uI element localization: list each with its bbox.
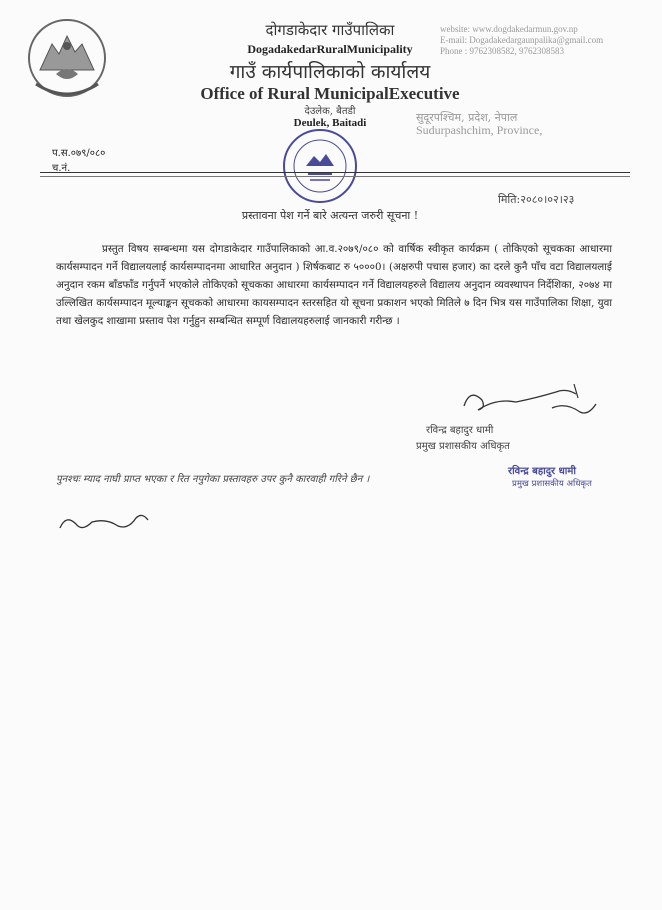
- contact-website: website: www.dogdakedarmun.gov.np: [440, 24, 578, 34]
- name-stamp: रविन्द्र बहादुर धामी: [508, 466, 576, 477]
- province-np: सुदूरपश्चिम, प्रदेश, नेपाल: [416, 111, 518, 124]
- office-name-en: Office of Rural MunicipalExecutive: [200, 84, 460, 103]
- place-np: देउलेक, बैतडी: [304, 106, 356, 117]
- notice-body: प्रस्तुत विषय सम्बन्धमा यस दोगडाकेदार गाउँपालिकाको आ.व.२०७९/०८० को वार्षिक स्वीकृत कार्यक्रम ( तोकिएको सूचकका आधारमा कार्यसम्पादन गर्ने विद्यालयलाई कार्यसम्पादनमा आधारित अनुदान ) शिर्षकबाट रु ५०००0। (अक्षरुपी पचास हजार) का दरले कुनै पाँच वटा विद्यालयलाई अनुदान रकम बाँडफाँड गर्नुपर्ने भएकोले तोकिएको सूचकका आधारमा कार्यसम्पादन गर्ने विद्यालयहरुले विद्यालय अनुदान व्यवस्थापन निर्देशिका, २०७४ मा उल्लिखित कार्यसम्पादन मूल्याङ्कन सूचकको आधारमा कायसम्पादन स्तरसहित यो सूचना प्रकाशन भएको मितिले ७ दिन भित्र यस गाउँपालिका शिक्षा, युवा तथा खेलकुद शाखामा प्रस्ताव पेश गर्नुहुन सम्बन्धित सम्पूर्ण विद्यालयहरुलाई जानकारी गरीन्छ ।: [56, 243, 612, 327]
- initial-signature-image: [56, 508, 156, 538]
- nepal-emblem-logo: [26, 14, 108, 102]
- signature-image: [456, 378, 606, 424]
- province-en: Sudurpashchim, Province,: [416, 123, 543, 137]
- contact-email: E-mail: Dogadakedargaunpalika@gmail.com: [440, 35, 604, 45]
- header-rule-thin: [40, 176, 630, 177]
- office-stamp: [280, 126, 360, 206]
- postscript-note: पुनश्चः म्याद नाघी प्राप्त भएका र रित नपुगेका प्रस्तावहरु उपर कुनै कारवाही गरिने छैन ।: [56, 474, 370, 485]
- signatory-name: रविन्द्र बहादुर धामी: [426, 425, 494, 436]
- signatory-title: प्रमुख प्रशासकीय अधिकृत: [416, 441, 510, 452]
- reference-cn: च.नं.: [52, 163, 71, 174]
- place-en: Deulek, Baitadi: [293, 117, 367, 129]
- header-rule: [40, 172, 630, 173]
- municipality-name-en: DogadakedarRuralMunicipality: [247, 42, 413, 56]
- reference-ps: प.स.०७९/०८०: [52, 148, 106, 159]
- office-name-np: गाउँ कार्यपालिकाको कार्यालय: [229, 61, 431, 83]
- notice-subject: प्रस्तावना पेश गर्ने बारे अत्यन्त जरुरी सूचना !: [241, 209, 419, 222]
- municipality-name-np: दोगडाकेदार गाउँपालिका: [265, 21, 395, 39]
- contact-phone: Phone : 9762308582, 9762308583: [440, 46, 565, 56]
- document-date: मिति:२०८०।०२।२३: [498, 193, 575, 206]
- title-stamp: प्रमुख प्रशासकीय अधिकृत: [512, 479, 592, 489]
